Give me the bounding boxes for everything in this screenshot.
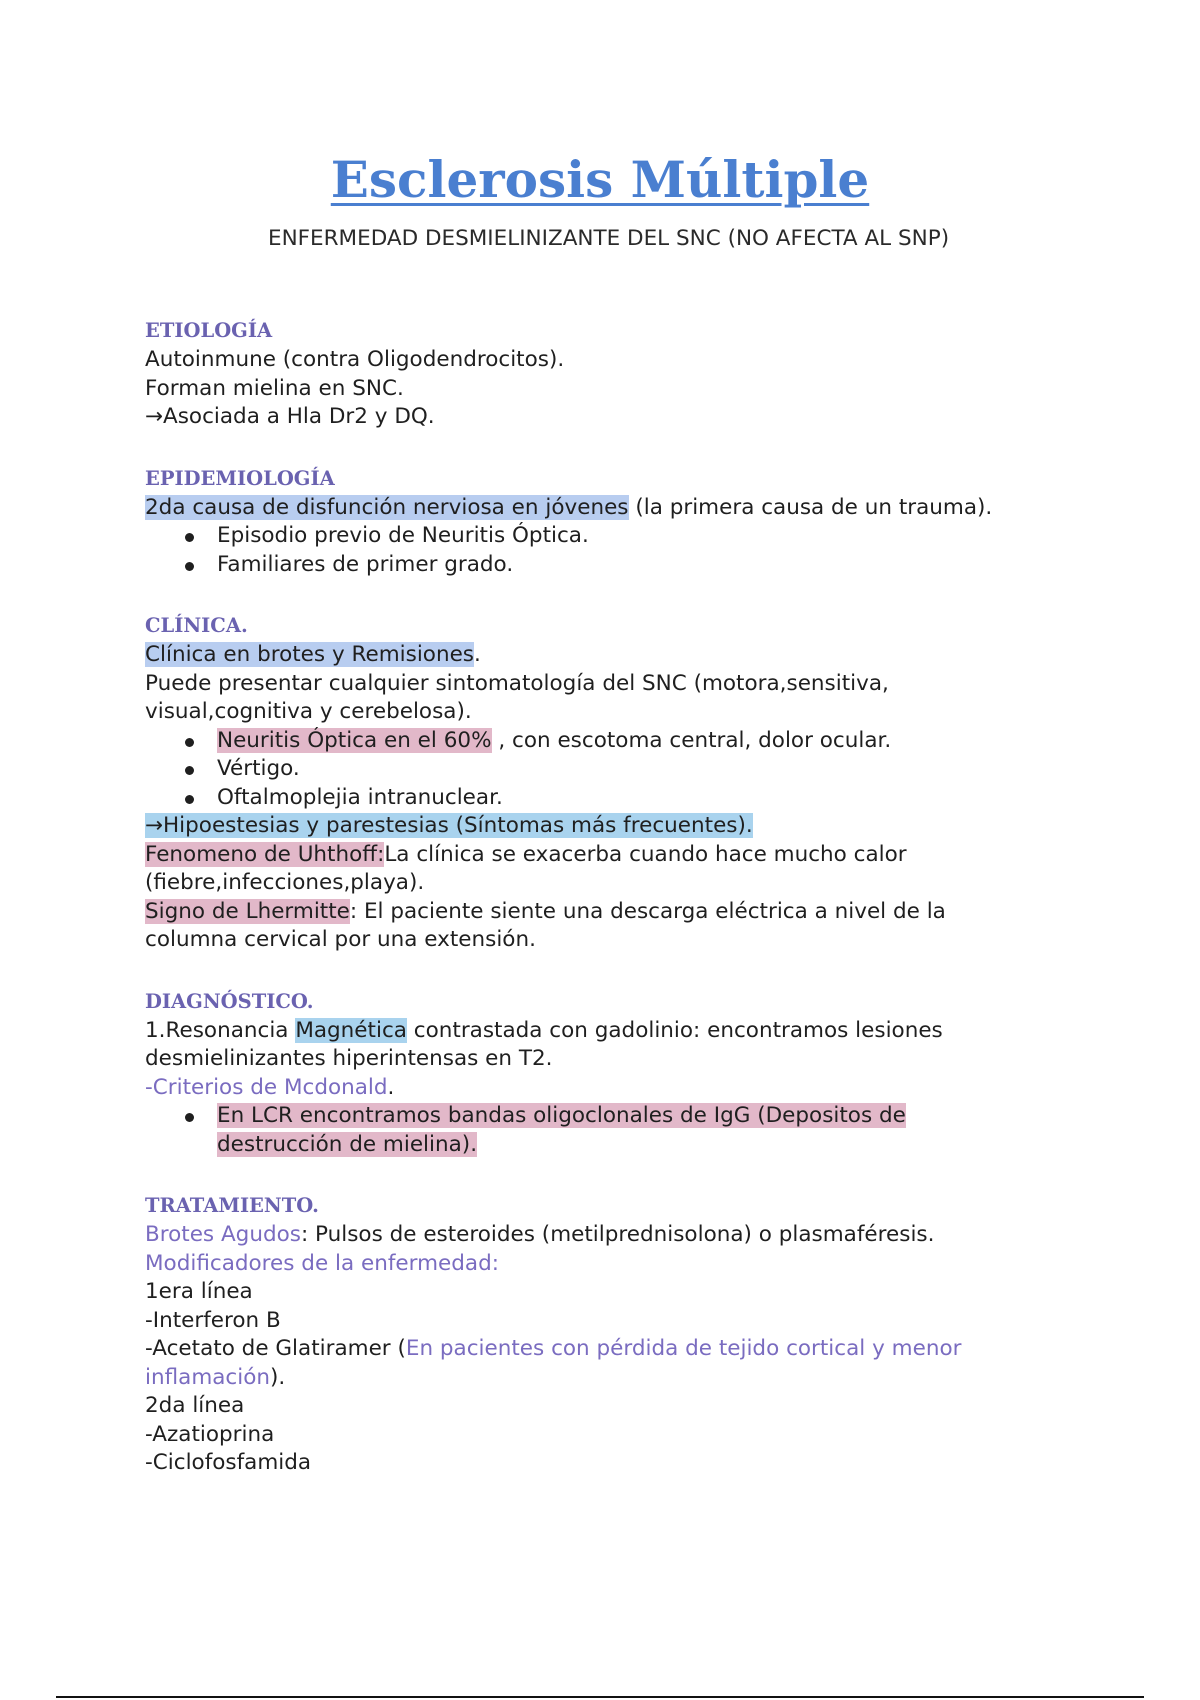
list-item: Vértigo. bbox=[145, 755, 1065, 784]
tratamiento-interferon: -Interferon B bbox=[145, 1307, 281, 1333]
highlight-text: →Hipoestesias y parestesias (Síntomas más frecuentes). bbox=[145, 813, 753, 838]
page-title: Esclerosis Múltiple bbox=[330, 150, 870, 209]
epidemiologia-bullet-list bbox=[145, 522, 1065, 579]
document-body bbox=[145, 316, 1065, 1510]
clinica-lhermitte-cont: columna cervical por una extensión. bbox=[145, 927, 536, 952]
plain-text: -Acetato de Glatiramer ( bbox=[145, 1336, 406, 1361]
diagnostico-line-2: desmielinizantes hiperintensas en T2. bbox=[145, 1046, 553, 1071]
tratamiento-modificadores: Modificadores de la enfermedad: bbox=[145, 1250, 499, 1276]
plain-text: La clínica se exacerba cuando hace mucho calor bbox=[384, 841, 907, 867]
highlight-text: En LCR encontramos bandas oligoclonales de IgG (Depositos de bbox=[217, 1103, 906, 1128]
list-item: Familiares de primer grado. bbox=[145, 551, 1065, 580]
accent-text: En pacientes con pérdida de tejido cortical y menor bbox=[405, 1336, 962, 1361]
heading-diagnostico: DIAGNÓSTICO. bbox=[145, 989, 314, 1013]
clinica-line-1 bbox=[145, 641, 1065, 670]
diagnostico-line-1 bbox=[145, 1017, 1065, 1046]
section-clinica bbox=[145, 611, 1065, 955]
tratamiento-brotes bbox=[145, 1221, 1065, 1250]
heading-clinica: CLÍNICA. bbox=[145, 614, 248, 637]
highlight-label: Fenomeno de Uhthoff: bbox=[145, 841, 385, 867]
tratamiento-glatiramer-cont bbox=[145, 1364, 1065, 1393]
tratamiento-ciclofosfamida: -Ciclofosfamida bbox=[145, 1450, 312, 1475]
plain-text: . bbox=[474, 642, 481, 667]
clinica-lhermitte bbox=[145, 898, 1065, 927]
clinica-uhthoff-cont: (fiebre,infecciones,playa). bbox=[145, 870, 425, 895]
list-item bbox=[145, 727, 1065, 756]
section-diagnostico bbox=[145, 987, 1065, 1160]
highlight-text: 2da causa de disfunción nerviosa en jóvenes bbox=[145, 494, 629, 520]
tratamiento-glatiramer bbox=[145, 1335, 1065, 1364]
heading-tratamiento: TRATAMIENTO. bbox=[145, 1194, 319, 1217]
clinica-line-3: visual,cognitiva y cerebelosa). bbox=[145, 699, 472, 724]
clinica-bullet-list bbox=[145, 727, 1065, 813]
etiologia-line-3: →Asociada a Hla Dr2 y DQ. bbox=[145, 404, 435, 429]
tratamiento-azatioprina: -Azatioprina bbox=[145, 1421, 275, 1447]
heading-epidemiologia: EPIDEMIOLOGÍA bbox=[145, 466, 335, 490]
plain-text: (la primera causa de un trauma). bbox=[628, 494, 993, 520]
accent-text: Brotes Agudos bbox=[145, 1222, 301, 1247]
highlight-label: Signo de Lhermitte bbox=[145, 898, 350, 924]
section-etiologia bbox=[145, 316, 1065, 432]
list-item bbox=[145, 1102, 1065, 1159]
heading-etiologia: ETIOLOGÍA bbox=[145, 319, 273, 342]
list-item-line bbox=[217, 1102, 1065, 1131]
plain-text: 1.Resonancia bbox=[145, 1017, 296, 1043]
list-item: Oftalmoplejia intranuclear. bbox=[145, 784, 1065, 813]
diagnostico-line-3 bbox=[145, 1074, 1065, 1103]
page-bottom-divider bbox=[56, 1696, 1144, 1698]
highlight-text: Neuritis Óptica en el 60% bbox=[217, 727, 492, 753]
highlight-text: destrucción de mielina). bbox=[217, 1131, 478, 1157]
tratamiento-segunda-linea: 2da línea bbox=[145, 1393, 245, 1418]
section-epidemiologia bbox=[145, 464, 1065, 580]
list-item-line bbox=[217, 1131, 1065, 1160]
plain-text: : El paciente siente una descarga eléctrica a nivel de la bbox=[349, 898, 946, 924]
clinica-frequent-symptoms bbox=[145, 812, 1065, 841]
epidemiologia-line-1 bbox=[145, 494, 1065, 523]
plain-text: , con escotoma central, dolor ocular. bbox=[491, 727, 892, 753]
section-tratamiento bbox=[145, 1191, 1065, 1478]
clinica-line-2: Puede presentar cualquier sintomatología del SNC (motora,sensitiva, bbox=[145, 670, 889, 696]
highlight-text: Clínica en brotes y Remisiones bbox=[145, 642, 474, 667]
plain-text: : Pulsos de esteroides (metilprednisolona) o plasmaféresis. bbox=[300, 1222, 935, 1247]
clinica-uhthoff bbox=[145, 841, 1065, 870]
accent-text: inflamación bbox=[145, 1364, 271, 1390]
etiologia-line-2: Forman mielina en SNC. bbox=[145, 375, 404, 401]
highlight-text: Magnética bbox=[295, 1017, 407, 1043]
etiologia-line-1: Autoinmune (contra Oligodendrocitos). bbox=[145, 347, 565, 372]
accent-text: -Criterios de Mcdonald bbox=[145, 1074, 388, 1100]
plain-text: contrastada con gadolinio: encontramos lesiones bbox=[406, 1017, 943, 1043]
page-subtitle: ENFERMEDAD DESMIELINIZANTE DEL SNC (NO AFECTA AL SNP) bbox=[268, 226, 950, 251]
list-item: Episodio previo de Neuritis Óptica. bbox=[145, 522, 1065, 551]
diagnostico-bullet-list bbox=[145, 1102, 1065, 1159]
plain-text: . bbox=[387, 1074, 395, 1100]
tratamiento-primera-linea: 1era línea bbox=[145, 1279, 253, 1304]
plain-text: ). bbox=[270, 1364, 286, 1390]
